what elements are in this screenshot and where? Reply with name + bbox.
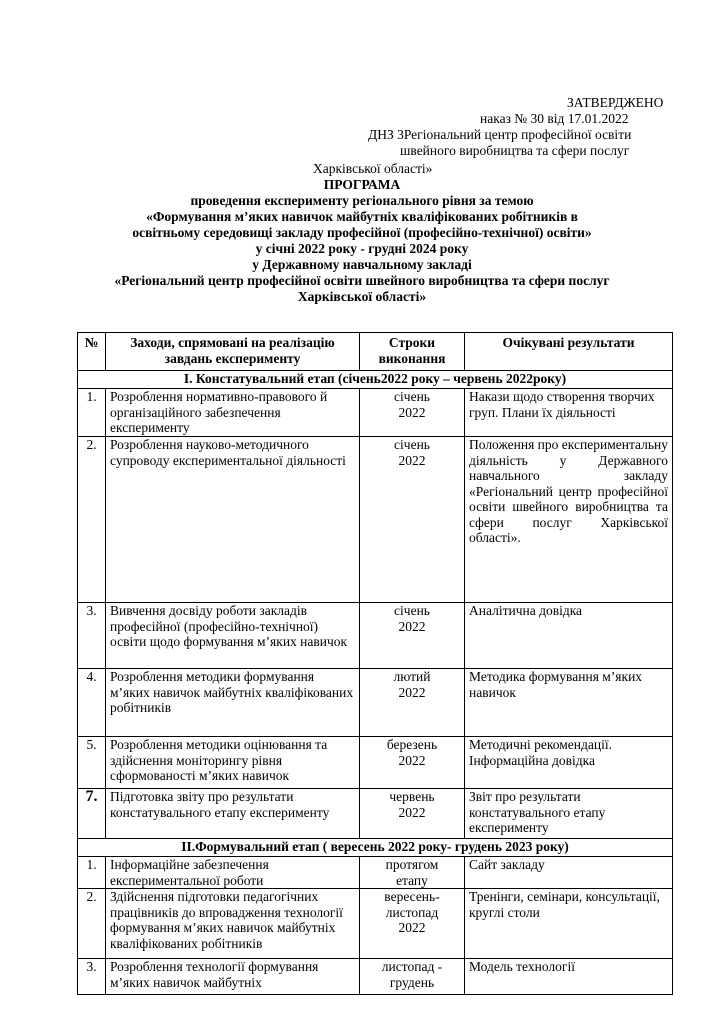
program-table xyxy=(77,332,673,995)
heading-line-2: «Формування м’яких навичок майбутніх кваліфікованих робітників в xyxy=(146,209,578,224)
header-terms: Строки виконання xyxy=(360,333,465,371)
organization-line-3: Харківської області» xyxy=(313,161,433,176)
row-measure: Підготовка звіту про результати констатувального етапу експерименту xyxy=(106,789,360,839)
table-row xyxy=(78,737,673,789)
row-measure: Розроблення нормативно-правового й організаційного забезпечення експерименту xyxy=(106,389,360,437)
row-measure: Розроблення науково-методичного супроводу експериментальної діяльності xyxy=(106,437,360,603)
row-result: Звіт про результати констатувального етапу експерименту xyxy=(465,789,673,839)
program-heading xyxy=(0,177,724,305)
table-row xyxy=(78,857,673,889)
row-measure: Розроблення методики формування м’яких навичок майбутніх кваліфікованих робітників xyxy=(106,669,360,737)
table-row xyxy=(78,889,673,959)
table-row xyxy=(78,603,673,669)
header-number: № xyxy=(78,333,106,371)
heading-line-3: освітньому середовищі закладу професійної (професійно-технічної) освіти» xyxy=(132,225,592,240)
row-result: Накази щодо створення творчих груп. Плани їх діяльності xyxy=(465,389,673,437)
row-term: листопад - грудень xyxy=(360,959,465,995)
row-result: Модель технології xyxy=(465,959,673,995)
organization-line-1: ДНЗ 3Регіональний центр професійної освіти xyxy=(368,127,632,142)
table-row xyxy=(78,669,673,737)
row-result: Тренінги, семінари, консультації, круглі столи xyxy=(465,889,673,959)
row-result: Положення про експериментальну діяльність у Державного навчального закладу «Регіональний центр професійної освіти швейного виробництва та сфери послуг Харківської області». xyxy=(465,437,673,603)
order-reference: наказ № 30 від 17.01.2022 xyxy=(480,111,629,126)
row-number: 7. xyxy=(78,789,106,839)
row-term: січень 2022 xyxy=(360,389,465,437)
row-measure: Розроблення методики оцінювання та здійснення моніторингу рівня сформованості м’яких навичок xyxy=(106,737,360,789)
header-results: Очікувані результати xyxy=(465,333,673,371)
row-measure: Вивчення досвіду роботи закладів професійної (професійно-технічної) освіти щодо формування м’яких навичок xyxy=(106,603,360,669)
approval-stamp: ЗАТВЕРДЖЕНО xyxy=(567,95,664,110)
row-number: 2. xyxy=(78,889,106,959)
table-row xyxy=(78,789,673,839)
row-term: березень 2022 xyxy=(360,737,465,789)
row-result: Аналітична довідка xyxy=(465,603,673,669)
row-term: протягом етапу xyxy=(360,857,465,889)
header-measures: Заходи, спрямовані на реалізацію завдань експерименту xyxy=(106,333,360,371)
row-result: Методичні рекомендації. Інформаційна довідка xyxy=(465,737,673,789)
row-number: 5. xyxy=(78,737,106,789)
row-result: Методика формування м’яких навичок xyxy=(465,669,673,737)
row-measure: Здійснення підготовки педагогічних працівників до впровадження технології формування м’яких навичок майбутніх кваліфікованих робітників xyxy=(106,889,360,959)
table-header-row xyxy=(78,333,673,371)
stage-title: І. Констатувальний етап (січень2022 року – червень 2022року) xyxy=(78,371,673,389)
heading-line-1: проведення експерименту регіонального рівня за темою xyxy=(190,193,534,208)
row-measure: Інформаційне забезпечення експериментальної роботи xyxy=(106,857,360,889)
heading-line-6: «Регіональний центр професійної освіти швейного виробництва та сфери послуг xyxy=(114,273,610,288)
stage-row-1 xyxy=(78,371,673,389)
row-number: 3. xyxy=(78,959,106,995)
row-term: січень 2022 xyxy=(360,437,465,603)
heading-line-7: Харківської області» xyxy=(297,289,427,304)
row-number: 4. xyxy=(78,669,106,737)
stage-title: ІІ.Формувальний етап ( вересень 2022 року- грудень 2023 року) xyxy=(78,839,673,857)
row-term: вересень- листопад 2022 xyxy=(360,889,465,959)
row-result: Сайт закладу xyxy=(465,857,673,889)
row-number: 1. xyxy=(78,389,106,437)
table-row xyxy=(78,389,673,437)
heading-line-5: у Державному навчальному закладі xyxy=(252,257,472,272)
row-number: 3. xyxy=(78,603,106,669)
stage-row-2 xyxy=(78,839,673,857)
program-title: ПРОГРАМА xyxy=(323,177,401,192)
table-row xyxy=(78,437,673,603)
row-term: лютий 2022 xyxy=(360,669,465,737)
row-number: 2. xyxy=(78,437,106,603)
row-term: червень 2022 xyxy=(360,789,465,839)
heading-line-4: у січні 2022 року - грудні 2024 року xyxy=(255,241,469,256)
table-row xyxy=(78,959,673,995)
row-term: січень 2022 xyxy=(360,603,465,669)
row-measure: Розроблення технології формування м’яких навичок майбутніх xyxy=(106,959,360,995)
row-number: 1. xyxy=(78,857,106,889)
organization-line-2: швейного виробництва та сфери послуг xyxy=(400,143,630,158)
